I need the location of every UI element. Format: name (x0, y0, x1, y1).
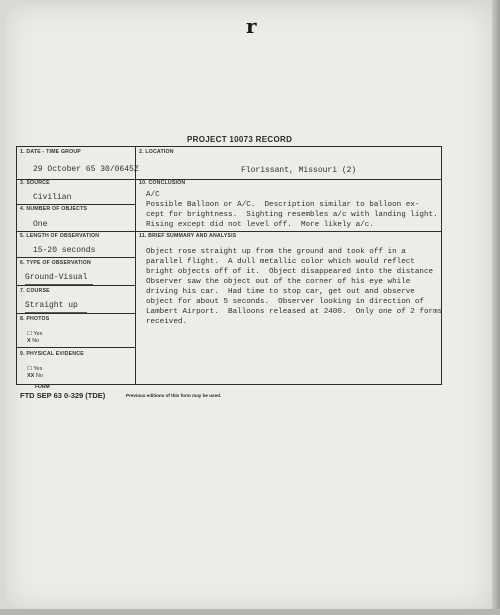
summary-line: received. (146, 318, 188, 326)
column-divider (135, 147, 136, 384)
summary-label: 11. BRIEF SUMMARY AND ANALYSIS (139, 233, 237, 239)
photos-no-label: No (32, 338, 40, 344)
summary-line: bright objects off of it. Object disappeared into the distance (146, 268, 434, 276)
type-label: 6. TYPE OF OBSERVATION (20, 260, 91, 266)
summary-line: object for about 5 seconds. Observer looking in direction of (146, 298, 424, 306)
photos-yes-option: ☐ Yes (27, 331, 43, 337)
divider (17, 347, 135, 348)
location-label: 2. LOCATION (139, 149, 174, 155)
course-value: Straight up (25, 301, 78, 310)
record-form (16, 146, 442, 385)
conclusion-line: cept for brightness. Sighting resembles a/c with landing light. (146, 211, 438, 219)
photos-no-option (27, 338, 39, 344)
divider (135, 231, 441, 232)
physical-no-mark: XX (27, 373, 35, 379)
divider (17, 231, 135, 232)
summary-line: parallel flight. A dull metallic color which would reflect (146, 258, 415, 266)
date-time-label: 1. DATE - TIME GROUP (20, 149, 81, 155)
length-value: 15-20 seconds (33, 246, 96, 255)
conclusion-line: Rising except did not level off. More likely a/c. (146, 221, 374, 229)
summary-line: Object rose straight up from the ground and took off in a (146, 248, 406, 256)
conclusion-line: A/C (146, 191, 160, 199)
scan-edge-bottom (0, 609, 500, 615)
physical-no-option (27, 373, 43, 379)
photos-yes-label: Yes (33, 331, 43, 337)
conclusion-label: 10. CONCLUSION (139, 180, 186, 186)
footer-note: Previous editions of this form may be used. (126, 393, 222, 398)
date-time-value: 29 October 65 30/0645Z (33, 165, 139, 174)
num-objects-label: 4. NUMBER OF OBJECTS (20, 206, 88, 212)
divider (17, 179, 441, 180)
num-objects-value: One (33, 220, 48, 229)
type-value: Ground-Visual (25, 273, 88, 282)
handwritten-mark: r (246, 14, 257, 38)
page-title: PROJECT 10073 RECORD (187, 135, 293, 144)
footer-form-id: FTD SEP 63 0-329 (TDE) (20, 391, 106, 400)
length-label: 5. LENGTH OF OBSERVATION (20, 233, 100, 239)
course-underline (25, 312, 87, 313)
physical-yes-option: ☐ Yes (27, 366, 43, 372)
source-value: Civilian (33, 193, 72, 202)
course-label: 7. COURSE (20, 288, 50, 294)
summary-line: Lambert Airport. Balloons released at 2400. Only one of 2 forms (146, 308, 443, 316)
scan-edge-right (492, 0, 500, 615)
physical-no-label: No (35, 373, 43, 379)
divider (17, 204, 135, 205)
physical-label: 9. PHYSICAL EVIDENCE (20, 351, 84, 357)
photos-no-mark: X (27, 338, 31, 344)
divider (17, 285, 135, 286)
location-value: Florissant, Missouri (2) (241, 166, 357, 175)
source-label: 3. SOURCE (20, 180, 50, 186)
photos-label: 8. PHOTOS (20, 316, 50, 322)
physical-yes-label: Yes (33, 366, 43, 372)
divider (17, 257, 135, 258)
footer-form-word: FORM (35, 384, 50, 390)
conclusion-line: Possible Balloon or A/C. Description similar to balloon ex- (146, 201, 420, 209)
summary-line: driving his car. Had time to stop car, get out and observe (146, 288, 415, 296)
type-underline (25, 284, 93, 285)
summary-line: Observer saw the object out of the corner of his eye while (146, 278, 411, 286)
divider (17, 313, 135, 314)
